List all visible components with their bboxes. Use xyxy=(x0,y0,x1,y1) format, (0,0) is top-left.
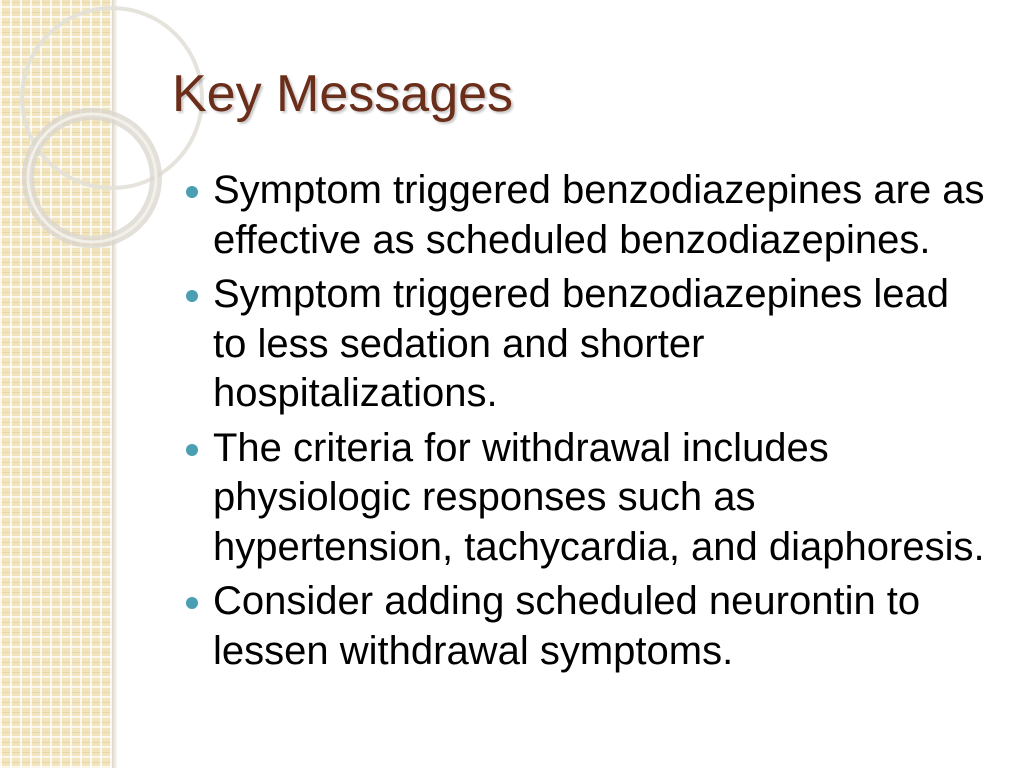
bullet-dot-icon xyxy=(186,186,198,198)
bullet-text: Symptom triggered benzodiazepines lead to less sedation and shorter hospitalizations. xyxy=(213,272,949,415)
bullet-item xyxy=(186,270,986,419)
bullet-list xyxy=(186,166,986,681)
bullet-text: Consider adding scheduled neurontin to lessen withdrawal symptoms. xyxy=(213,579,921,673)
slide-title: Key Messages xyxy=(172,65,514,123)
bullet-text: The criteria for withdrawal includes physiologic responses such as hypertension, tachycardia, and diaphoresis. xyxy=(213,425,985,569)
bullet-dot-icon xyxy=(186,597,198,609)
bullet-item xyxy=(186,166,986,265)
bullet-item xyxy=(186,577,986,676)
decorative-rings xyxy=(0,0,180,280)
bullet-dot-icon xyxy=(186,444,198,456)
bullet-dot-icon xyxy=(186,290,198,302)
bullet-item xyxy=(186,424,986,573)
small-ring-highlight xyxy=(28,114,156,242)
bullet-text: Symptom triggered benzodiazepines are as effective as scheduled benzodiazepines. xyxy=(213,168,985,262)
